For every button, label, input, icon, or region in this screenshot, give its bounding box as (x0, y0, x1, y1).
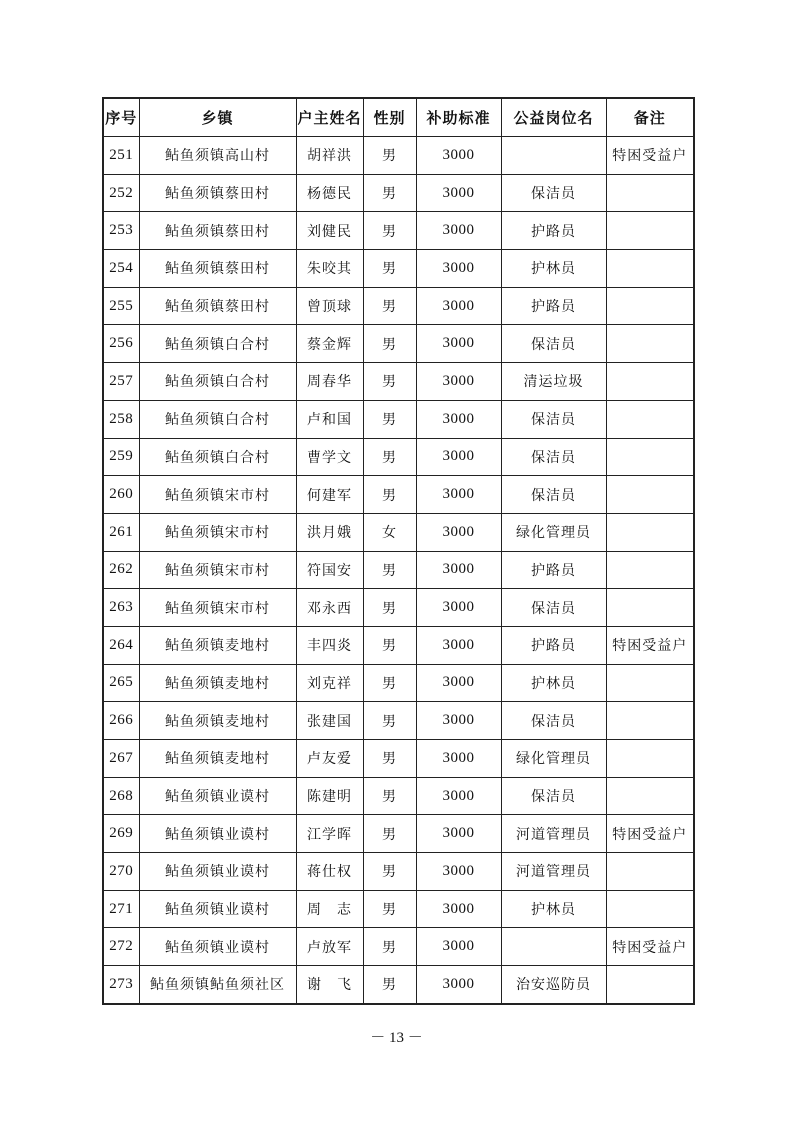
table-row (103, 551, 694, 589)
remarks-cell (606, 740, 694, 778)
gender-cell: 男 (363, 664, 416, 702)
index-cell: 262 (103, 551, 139, 589)
gender-cell: 男 (363, 551, 416, 589)
index-cell: 259 (103, 438, 139, 476)
gender-cell: 男 (363, 777, 416, 815)
header-householder-name: 户主姓名 (296, 98, 363, 137)
township-cell: 鲇鱼须镇业谟村 (139, 815, 296, 853)
remarks-cell (606, 212, 694, 250)
subsidy-cell: 3000 (416, 325, 501, 363)
township-cell: 鲇鱼须镇麦地村 (139, 702, 296, 740)
remarks-cell (606, 325, 694, 363)
remarks-cell (606, 513, 694, 551)
township-cell: 鲇鱼须镇宋市村 (139, 589, 296, 627)
post-cell (501, 928, 606, 966)
gender-cell: 男 (363, 400, 416, 438)
table-row (103, 702, 694, 740)
index-cell: 271 (103, 890, 139, 928)
name-cell: 卢友爱 (296, 740, 363, 778)
post-cell: 护路员 (501, 287, 606, 325)
gender-cell: 男 (363, 363, 416, 401)
post-cell: 治安巡防员 (501, 966, 606, 1004)
remarks-cell (606, 174, 694, 212)
subsidy-cell: 3000 (416, 890, 501, 928)
subsidy-cell: 3000 (416, 400, 501, 438)
post-cell: 护林员 (501, 664, 606, 702)
remarks-cell (606, 438, 694, 476)
gender-cell: 男 (363, 740, 416, 778)
name-cell: 何建军 (296, 476, 363, 514)
index-cell: 270 (103, 853, 139, 891)
subsidy-cell: 3000 (416, 174, 501, 212)
remarks-cell (606, 664, 694, 702)
post-cell: 保洁员 (501, 589, 606, 627)
post-cell: 绿化管理员 (501, 513, 606, 551)
remarks-cell (606, 777, 694, 815)
subsidy-cell: 3000 (416, 137, 501, 175)
remarks-cell (606, 287, 694, 325)
header-remarks: 备注 (606, 98, 694, 137)
subsidy-cell: 3000 (416, 664, 501, 702)
subsidy-cell: 3000 (416, 853, 501, 891)
subsidy-cell: 3000 (416, 438, 501, 476)
table-row (103, 287, 694, 325)
township-cell: 鲇鱼须镇蔡田村 (139, 174, 296, 212)
table-row (103, 626, 694, 664)
table-row (103, 250, 694, 288)
township-cell: 鲇鱼须镇麦地村 (139, 664, 296, 702)
table-row (103, 363, 694, 401)
subsidy-cell: 3000 (416, 212, 501, 250)
gender-cell: 男 (363, 137, 416, 175)
township-cell: 鲇鱼须镇业谟村 (139, 890, 296, 928)
index-cell: 255 (103, 287, 139, 325)
header-public-post: 公益岗位名 (501, 98, 606, 137)
remarks-cell (606, 400, 694, 438)
subsidy-cell: 3000 (416, 363, 501, 401)
remarks-cell (606, 589, 694, 627)
table-row (103, 513, 694, 551)
township-cell: 鲇鱼须镇麦地村 (139, 626, 296, 664)
table-row (103, 928, 694, 966)
table-row (103, 853, 694, 891)
remarks-cell: 特困受益户 (606, 626, 694, 664)
index-cell: 268 (103, 777, 139, 815)
name-cell: 杨德民 (296, 174, 363, 212)
subsidy-cell: 3000 (416, 815, 501, 853)
post-cell: 保洁员 (501, 325, 606, 363)
township-cell: 鲇鱼须镇白合村 (139, 400, 296, 438)
post-cell: 护林员 (501, 250, 606, 288)
table-row (103, 966, 694, 1004)
subsidy-cell: 3000 (416, 250, 501, 288)
subsidy-cell: 3000 (416, 626, 501, 664)
name-cell: 曾顶球 (296, 287, 363, 325)
header-township: 乡镇 (139, 98, 296, 137)
post-cell: 护路员 (501, 626, 606, 664)
table-row (103, 815, 694, 853)
township-cell: 鲇鱼须镇麦地村 (139, 740, 296, 778)
index-cell: 260 (103, 476, 139, 514)
gender-cell: 男 (363, 476, 416, 514)
name-cell: 卢和国 (296, 400, 363, 438)
remarks-cell: 特困受益户 (606, 137, 694, 175)
name-cell: 符国安 (296, 551, 363, 589)
post-cell: 河道管理员 (501, 815, 606, 853)
name-cell: 蔡金辉 (296, 325, 363, 363)
name-cell: 刘健民 (296, 212, 363, 250)
subsidy-cell: 3000 (416, 777, 501, 815)
remarks-cell (606, 890, 694, 928)
post-cell: 绿化管理员 (501, 740, 606, 778)
table-row (103, 174, 694, 212)
index-cell: 261 (103, 513, 139, 551)
header-gender: 性别 (363, 98, 416, 137)
index-cell: 273 (103, 966, 139, 1004)
name-cell: 胡祥洪 (296, 137, 363, 175)
index-cell: 263 (103, 589, 139, 627)
township-cell: 鲇鱼须镇白合村 (139, 438, 296, 476)
township-cell: 鲇鱼须镇宋市村 (139, 551, 296, 589)
post-cell: 保洁员 (501, 174, 606, 212)
gender-cell: 男 (363, 287, 416, 325)
gender-cell: 女 (363, 513, 416, 551)
remarks-cell (606, 702, 694, 740)
table-row (103, 589, 694, 627)
subsidy-cell: 3000 (416, 966, 501, 1004)
township-cell: 鲇鱼须镇鲇鱼须社区 (139, 966, 296, 1004)
header-index: 序号 (103, 98, 139, 137)
gender-cell: 男 (363, 890, 416, 928)
name-cell: 江学晖 (296, 815, 363, 853)
gender-cell: 男 (363, 589, 416, 627)
gender-cell: 男 (363, 966, 416, 1004)
post-cell: 保洁员 (501, 438, 606, 476)
post-cell (501, 137, 606, 175)
township-cell: 鲇鱼须镇宋市村 (139, 476, 296, 514)
name-cell: 周 志 (296, 890, 363, 928)
post-cell: 护路员 (501, 551, 606, 589)
gender-cell: 男 (363, 212, 416, 250)
header-subsidy-standard: 补助标准 (416, 98, 501, 137)
post-cell: 河道管理员 (501, 853, 606, 891)
index-cell: 266 (103, 702, 139, 740)
township-cell: 鲇鱼须镇业谟村 (139, 853, 296, 891)
township-cell: 鲇鱼须镇宋市村 (139, 513, 296, 551)
name-cell: 朱咬其 (296, 250, 363, 288)
index-cell: 257 (103, 363, 139, 401)
index-cell: 264 (103, 626, 139, 664)
name-cell: 谢 飞 (296, 966, 363, 1004)
gender-cell: 男 (363, 928, 416, 966)
table-header-row (103, 98, 694, 137)
subsidy-cell: 3000 (416, 740, 501, 778)
table-row (103, 137, 694, 175)
table-row (103, 212, 694, 250)
subsidy-cell: 3000 (416, 513, 501, 551)
name-cell: 曹学文 (296, 438, 363, 476)
post-cell: 护林员 (501, 890, 606, 928)
remarks-cell: 特困受益户 (606, 815, 694, 853)
name-cell: 张建国 (296, 702, 363, 740)
gender-cell: 男 (363, 438, 416, 476)
township-cell: 鲇鱼须镇业谟村 (139, 777, 296, 815)
index-cell: 267 (103, 740, 139, 778)
name-cell: 刘克祥 (296, 664, 363, 702)
remarks-cell (606, 250, 694, 288)
index-cell: 258 (103, 400, 139, 438)
gender-cell: 男 (363, 853, 416, 891)
post-cell: 保洁员 (501, 702, 606, 740)
index-cell: 256 (103, 325, 139, 363)
name-cell: 洪月娥 (296, 513, 363, 551)
index-cell: 252 (103, 174, 139, 212)
township-cell: 鲇鱼须镇蔡田村 (139, 250, 296, 288)
remarks-cell (606, 363, 694, 401)
post-cell: 保洁员 (501, 777, 606, 815)
table-row (103, 476, 694, 514)
table-row (103, 740, 694, 778)
township-cell: 鲇鱼须镇业谟村 (139, 928, 296, 966)
subsidy-cell: 3000 (416, 476, 501, 514)
name-cell: 丰四炎 (296, 626, 363, 664)
subsidy-cell: 3000 (416, 928, 501, 966)
name-cell: 陈建明 (296, 777, 363, 815)
table-row (103, 664, 694, 702)
index-cell: 251 (103, 137, 139, 175)
township-cell: 鲇鱼须镇蔡田村 (139, 212, 296, 250)
name-cell: 周春华 (296, 363, 363, 401)
beneficiary-table (102, 97, 695, 1005)
table-row (103, 438, 694, 476)
post-cell: 保洁员 (501, 400, 606, 438)
gender-cell: 男 (363, 626, 416, 664)
gender-cell: 男 (363, 250, 416, 288)
table-row (103, 890, 694, 928)
township-cell: 鲇鱼须镇蔡田村 (139, 287, 296, 325)
index-cell: 265 (103, 664, 139, 702)
subsidy-cell: 3000 (416, 551, 501, 589)
remarks-cell: 特困受益户 (606, 928, 694, 966)
remarks-cell (606, 476, 694, 514)
table-row (103, 777, 694, 815)
name-cell: 卢放军 (296, 928, 363, 966)
remarks-cell (606, 966, 694, 1004)
table-row (103, 400, 694, 438)
post-cell: 清运垃圾 (501, 363, 606, 401)
table-row (103, 325, 694, 363)
name-cell: 邓永西 (296, 589, 363, 627)
gender-cell: 男 (363, 325, 416, 363)
post-cell: 护路员 (501, 212, 606, 250)
subsidy-cell: 3000 (416, 287, 501, 325)
township-cell: 鲇鱼须镇白合村 (139, 363, 296, 401)
remarks-cell (606, 551, 694, 589)
subsidy-cell: 3000 (416, 589, 501, 627)
index-cell: 272 (103, 928, 139, 966)
remarks-cell (606, 853, 694, 891)
name-cell: 蒋仕权 (296, 853, 363, 891)
gender-cell: 男 (363, 174, 416, 212)
index-cell: 254 (103, 250, 139, 288)
index-cell: 253 (103, 212, 139, 250)
gender-cell: 男 (363, 702, 416, 740)
gender-cell: 男 (363, 815, 416, 853)
township-cell: 鲇鱼须镇高山村 (139, 137, 296, 175)
index-cell: 269 (103, 815, 139, 853)
subsidy-cell: 3000 (416, 702, 501, 740)
township-cell: 鲇鱼须镇白合村 (139, 325, 296, 363)
page-number: － 13 － (370, 1030, 423, 1046)
post-cell: 保洁员 (501, 476, 606, 514)
